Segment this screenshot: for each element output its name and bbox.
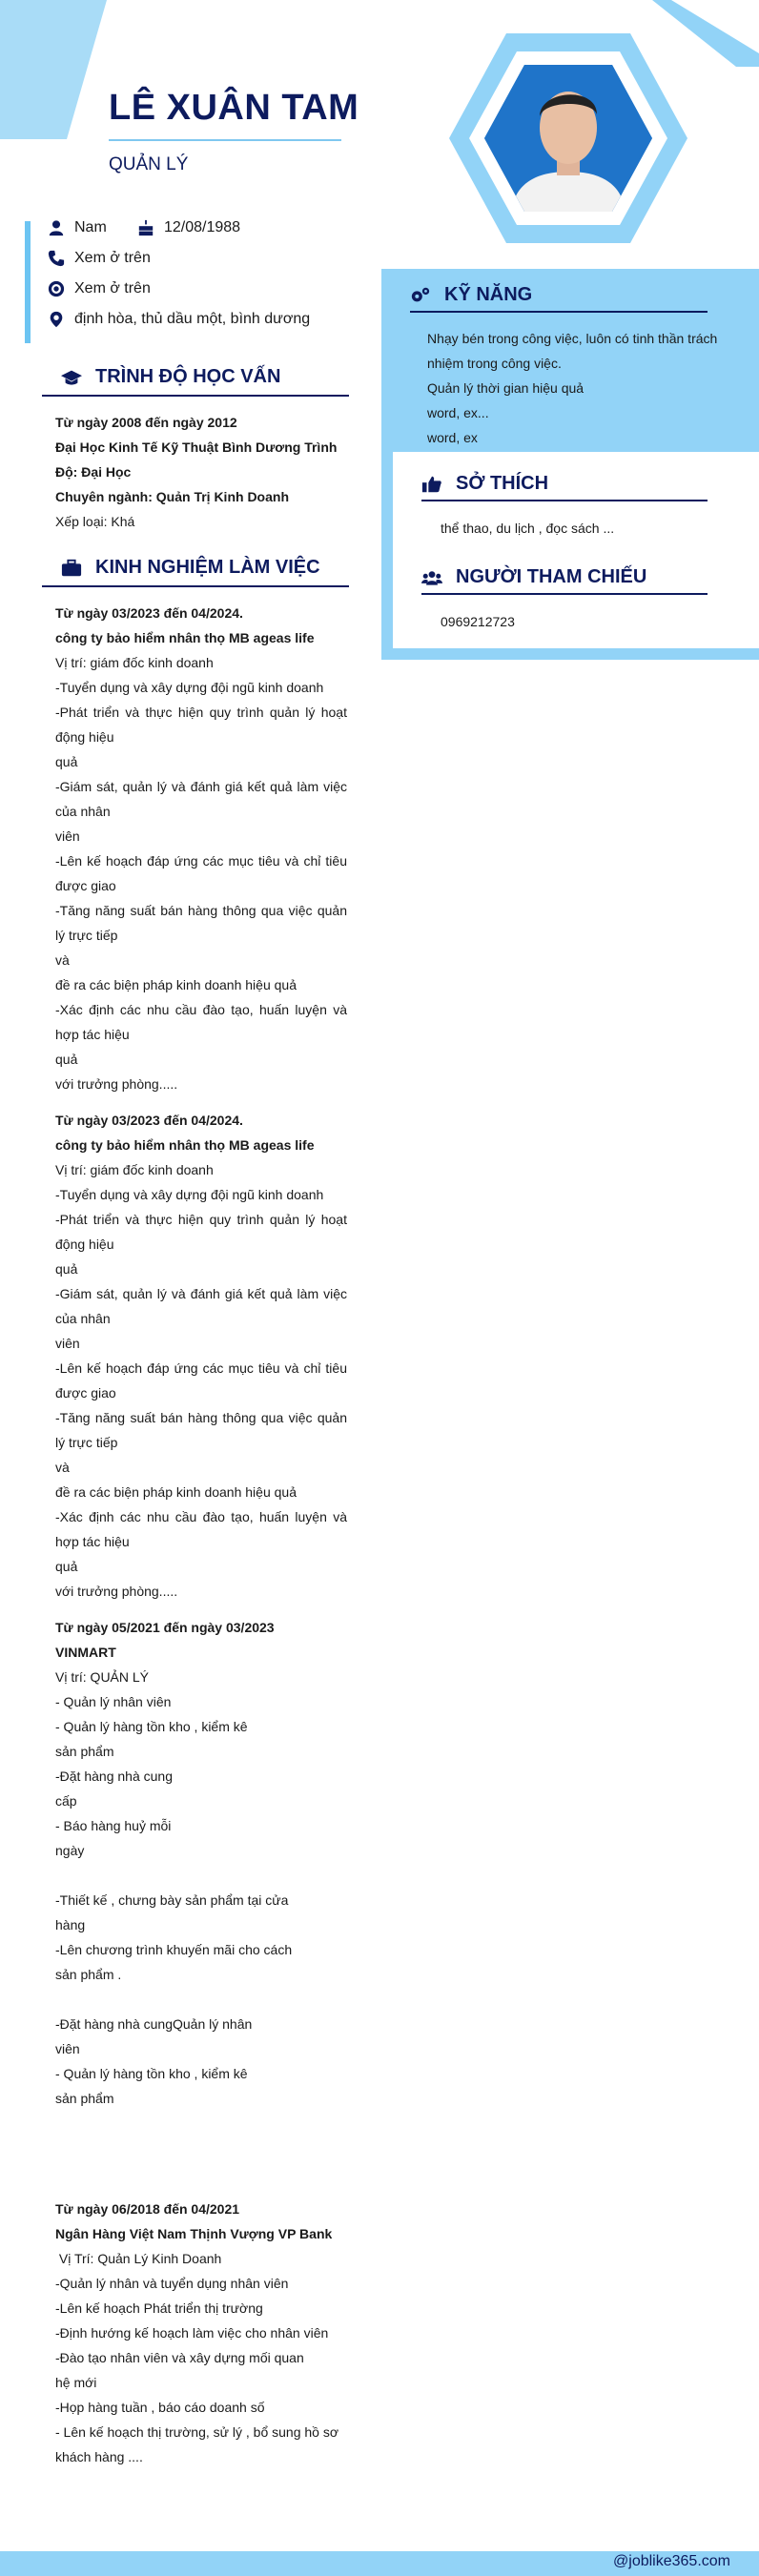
job-line: sản phẩm . — [55, 1967, 122, 1982]
job-entry — [55, 1615, 294, 2111]
education-underline — [42, 395, 349, 397]
job-period: Từ ngày 06/2018 đến 04/2021 — [55, 2201, 240, 2217]
references-text: 0969212723 — [441, 614, 515, 629]
job-line: quả — [55, 1559, 78, 1574]
education-block — [55, 410, 347, 534]
job-line: -Lên kế hoạch đáp ứng các mục tiêu và chỉ tiêu được giao — [55, 853, 347, 893]
thumbs-up-icon — [421, 475, 442, 494]
skills-list — [427, 326, 734, 450]
job-line: -Lên chương trình khuyến mãi cho cách — [55, 1942, 293, 1957]
job-line: -Thiết kế , chưng bày sản phẩm tại cửa — [55, 1892, 289, 1908]
corner-decoration-left — [0, 0, 114, 143]
job-period: Từ ngày 03/2023 đến 04/2024. — [55, 1113, 243, 1128]
birthday-cake-icon — [137, 219, 154, 236]
job-line: cấp — [55, 1793, 77, 1809]
skill-item: Nhạy bén trong công việc, luôn có tinh thần trách nhiệm trong công việc. — [427, 331, 718, 371]
briefcase-icon — [61, 559, 82, 578]
job-line: - Quản lý nhân viên — [55, 1694, 172, 1709]
job-company: công ty bảo hiểm nhân thọ MB ageas life — [55, 630, 315, 645]
skills-title: KỸ NĂNG — [444, 284, 533, 305]
job-line: -Đào tạo nhân viên và xây dựng mối quan — [55, 2350, 304, 2365]
job-line: Vị trí: giám đốc kinh doanh — [55, 1162, 214, 1177]
job-line: viên — [55, 2041, 80, 2056]
job-line: khách hàng .... — [55, 2449, 143, 2464]
job-line: - Lên kế hoạch thị trường, sử lý , bổ sung hồ sơ — [55, 2424, 339, 2440]
job-line: -Định hướng kế hoạch làm việc cho nhân viên — [55, 2325, 329, 2341]
at-sign-icon — [48, 280, 65, 297]
job-company: Ngân Hàng Việt Nam Thịnh Vượng VP Bank — [55, 2226, 333, 2241]
skills-underline — [410, 311, 708, 313]
job-line: quả — [55, 1261, 78, 1277]
job-line: với trưởng phòng..... — [55, 1584, 178, 1599]
job-line: và — [55, 952, 70, 968]
references-heading — [421, 566, 646, 588]
name-underline — [109, 139, 341, 141]
info-accent-bar — [25, 221, 31, 343]
address-row — [48, 311, 310, 328]
hobbies-underline — [421, 500, 708, 501]
job-line: -Tuyển dụng và xây dựng đội ngũ kinh doanh — [55, 680, 324, 695]
gears-icon — [410, 286, 431, 305]
job-line: -Giám sát, quản lý và đánh giá kết quả làm việc của nhân — [55, 1286, 347, 1326]
job-line: -Đặt hàng nhà cung — [55, 1768, 173, 1784]
job-line: -Tăng năng suất bán hàng thông qua việc quản lý trực tiếp — [55, 903, 347, 943]
job-entry — [55, 2197, 347, 2469]
job-line: Vị trí: giám đốc kinh doanh — [55, 655, 214, 670]
job-line: hệ mới — [55, 2375, 97, 2390]
job-line: -Lên kế hoạch đáp ứng các mục tiêu và chỉ tiêu được giao — [55, 1360, 347, 1400]
map-pin-icon — [48, 311, 65, 328]
address-value: định hòa, thủ dầu một, bình dương — [74, 311, 311, 327]
job-line: đề ra các biện pháp kinh doanh hiệu quả — [55, 1484, 297, 1500]
phone-row — [48, 250, 151, 267]
job-line: -Phát triển và thực hiện quy trình quản lý hoạt động hiệu — [55, 705, 347, 745]
job-entry — [55, 1108, 347, 1604]
birthday-value: 12/08/1988 — [164, 219, 241, 235]
job-line: -Lên kế hoạch Phát triển thị trường — [55, 2300, 263, 2316]
job-line: -Phát triển và thực hiện quy trình quản lý hoạt động hiệu — [55, 1212, 347, 1252]
job-line: viên — [55, 1336, 80, 1351]
job-line: -Quản lý nhân và tuyển dụng nhân viên — [55, 2276, 289, 2291]
job-line: Vị Trí: Quản Lý Kinh Doanh — [55, 2251, 222, 2266]
job-line: và — [55, 1460, 70, 1475]
phone-icon — [48, 250, 65, 267]
job-line: -Giám sát, quản lý và đánh giá kết quả làm việc của nhân — [55, 779, 347, 819]
hobbies-heading — [421, 473, 548, 495]
job-line: ngày — [55, 1843, 85, 1858]
job-company: VINMART — [55, 1645, 116, 1660]
skill-item: word, ex... — [427, 405, 489, 420]
education-title: TRÌNH ĐỘ HỌC VẤN — [95, 366, 281, 387]
job-line: -Họp hàng tuần , báo cáo doanh số — [55, 2400, 265, 2415]
job-line: viên — [55, 828, 80, 844]
profile-photo — [444, 29, 692, 248]
experience-title: KINH NGHIỆM LÀM VIỆC — [95, 557, 320, 578]
experience-list — [55, 601, 347, 2469]
job-line: sản phẩm — [55, 1744, 114, 1759]
job-line — [55, 1863, 294, 1888]
experience-underline — [42, 585, 349, 587]
users-icon — [421, 568, 442, 587]
candidate-role: QUẢN LÝ — [109, 154, 189, 174]
hobbies-text: thể thao, du lịch , đọc sách ... — [441, 521, 615, 536]
job-line: -Xác định các nhu cầu đào tạo, huấn luyện và hợp tác hiệu — [55, 1509, 347, 1549]
skills-heading — [410, 284, 532, 306]
footer-watermark: @joblike365.com — [613, 2553, 730, 2569]
job-line: sản phẩm — [55, 2091, 114, 2106]
references-title: NGƯỜI THAM CHIẾU — [456, 566, 647, 587]
skill-item: Quản lý thời gian hiệu quả — [427, 380, 585, 396]
job-line — [55, 1987, 294, 2012]
job-line: -Đặt hàng nhà cungQuản lý nhân — [55, 2016, 253, 2032]
job-line: quả — [55, 1052, 78, 1067]
graduation-cap-icon — [61, 368, 82, 387]
job-line: hàng — [55, 1917, 86, 1932]
experience-heading — [61, 557, 320, 579]
job-period: Từ ngày 03/2023 đến 04/2024. — [55, 605, 243, 621]
email-row — [48, 280, 151, 297]
job-entry — [55, 601, 347, 1096]
job-line: - Quản lý hàng tồn kho , kiểm kê — [55, 1719, 248, 1734]
candidate-name: LÊ XUÂN TAM — [109, 88, 359, 128]
job-period: Từ ngày 05/2021 đến ngày 03/2023 — [55, 1620, 275, 1635]
job-line: đề ra các biện pháp kinh doanh hiệu quả — [55, 977, 297, 992]
education-school: Đại Học Kinh Tế Kỹ Thuật Bình Dương Trình Độ: Đại Học — [55, 440, 338, 480]
education-grade: Xếp loại: Khá — [55, 514, 135, 529]
education-heading — [61, 366, 280, 388]
gender-value: Nam — [74, 219, 107, 235]
job-line: -Xác định các nhu cầu đào tạo, huấn luyện và hợp tác hiệu — [55, 1002, 347, 1042]
education-major: Chuyên ngành: Quản Trị Kinh Doanh — [55, 489, 289, 504]
job-line: với trưởng phòng..... — [55, 1076, 178, 1092]
job-line: Vị trí: QUẢN LÝ — [55, 1669, 150, 1685]
education-period: Từ ngày 2008 đến ngày 2012 — [55, 415, 237, 430]
job-line: - Báo hàng huỷ mỗi — [55, 1818, 172, 1833]
email-value: Xem ở trên — [74, 280, 151, 296]
job-line: -Tăng năng suất bán hàng thông qua việc quản lý trực tiếp — [55, 1410, 347, 1450]
job-line: quả — [55, 754, 78, 769]
job-line: -Tuyển dụng và xây dựng đội ngũ kinh doanh — [55, 1187, 324, 1202]
person-icon — [48, 219, 65, 236]
job-company: công ty bảo hiểm nhân thọ MB ageas life — [55, 1137, 315, 1153]
job-line: - Quản lý hàng tồn kho , kiểm kê — [55, 2066, 248, 2081]
gender-row — [48, 219, 240, 236]
skill-item: word, ex — [427, 430, 478, 445]
phone-value: Xem ở trên — [74, 250, 151, 266]
references-underline — [421, 593, 708, 595]
hobbies-title: SỞ THÍCH — [456, 473, 549, 494]
